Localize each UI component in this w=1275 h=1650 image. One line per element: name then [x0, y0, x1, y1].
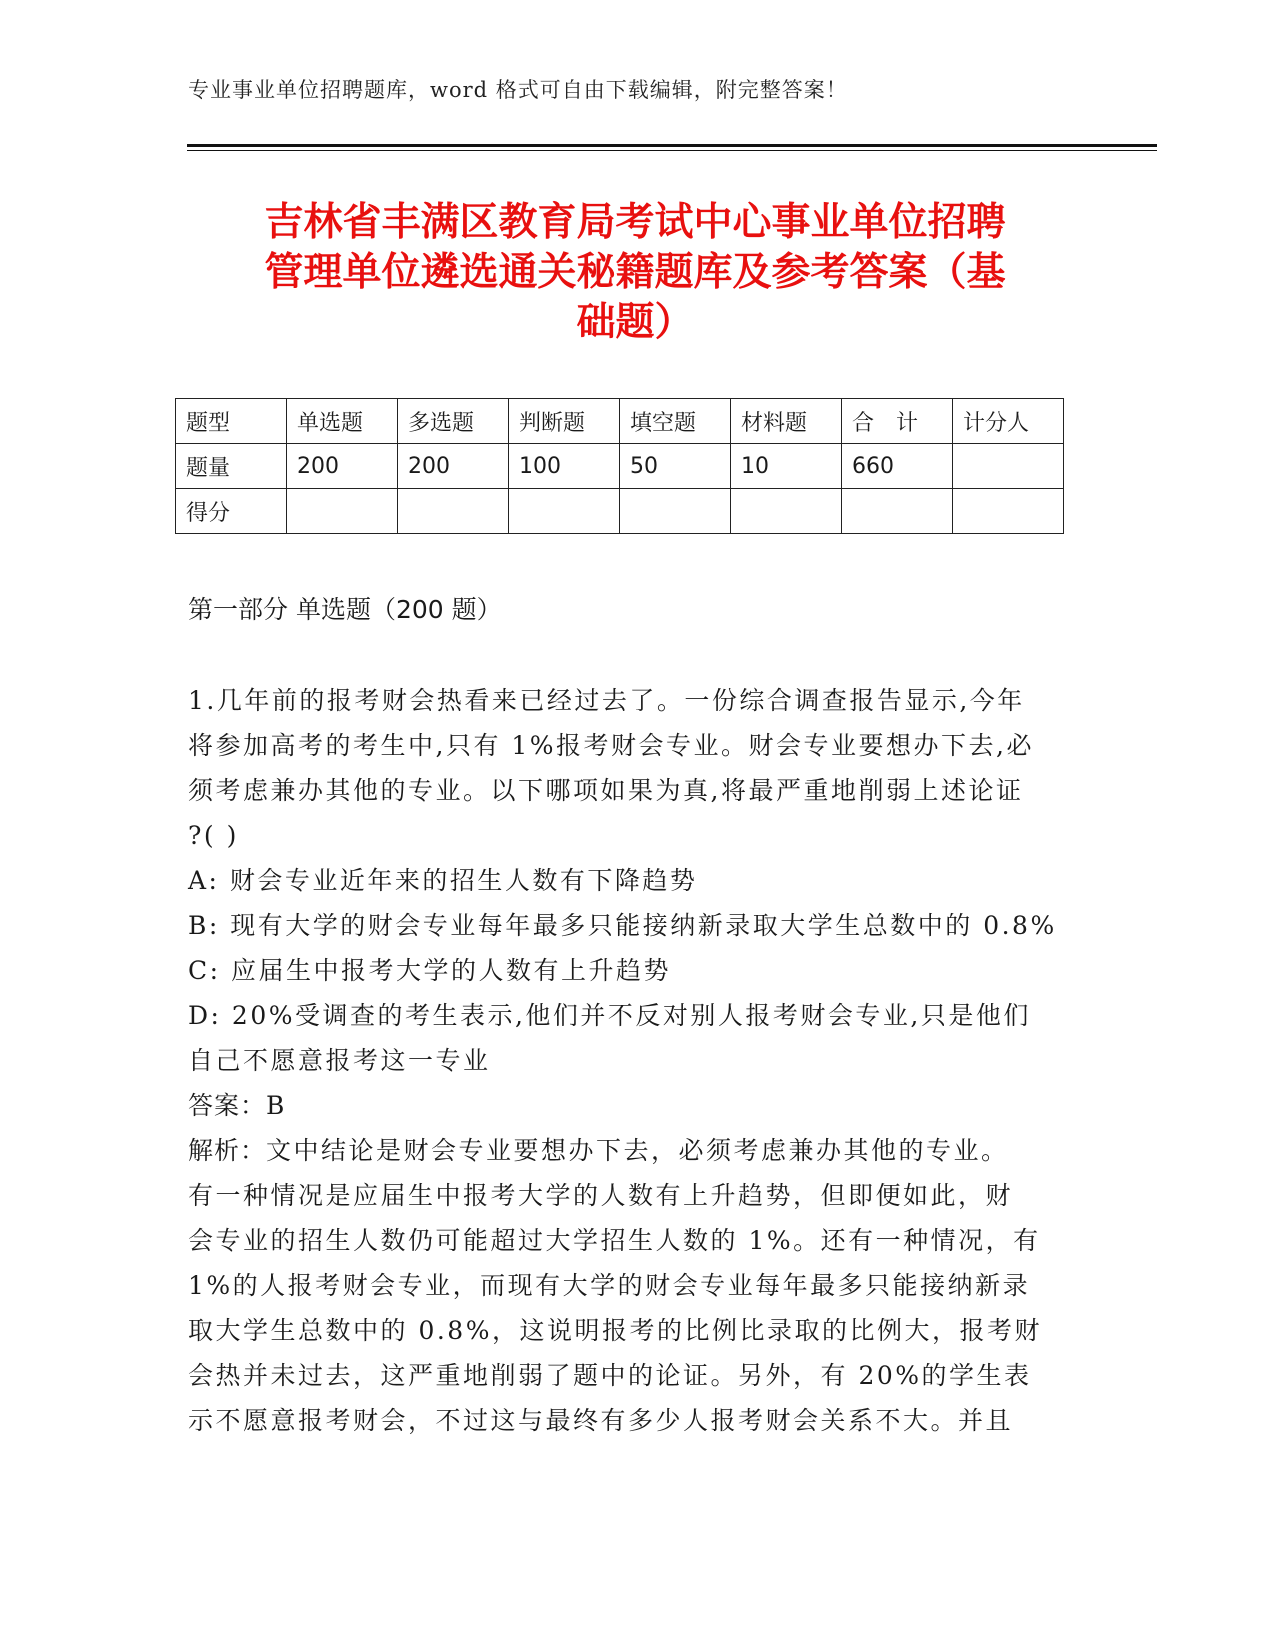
table-cell: 200 — [398, 444, 509, 489]
answer-label: 答案： — [188, 1091, 267, 1120]
table-cell: 10 — [731, 444, 842, 489]
option-c: C: 应届生中报考大学的人数有上升趋势 — [188, 956, 671, 985]
option-a: A: 财会专业近年来的招生人数有下降趋势 — [188, 866, 698, 895]
table-cell: 200 — [287, 444, 398, 489]
analysis-line: 有一种情况是应届生中报考大学的人数有上升趋势，但即便如此，财 — [188, 1181, 1014, 1210]
analysis-label: 解析： — [188, 1136, 267, 1165]
table-cell: 660 — [842, 444, 953, 489]
analysis-line: 示不愿意报考财会，不过这与最终有多少人报考财会关系不大。并且 — [188, 1406, 1014, 1435]
table-cell — [953, 444, 1064, 489]
table-cell: 50 — [620, 444, 731, 489]
question-stem-line: 须考虑兼办其他的专业。以下哪项如果为真,将最严重地削弱上述论证 — [188, 776, 1024, 805]
answer-value: B — [266, 1091, 287, 1120]
table-cell — [398, 489, 509, 534]
table-cell — [953, 489, 1064, 534]
table-cell: 题量 — [176, 444, 287, 489]
table-cell: 单选题 — [287, 399, 398, 444]
header-rule-thick — [187, 144, 1157, 147]
score-table-row-count — [176, 444, 1064, 489]
section-title: 第一部分 单选题（200 题） — [188, 595, 502, 624]
question-stem-line: ?( ) — [188, 821, 239, 850]
table-cell — [287, 489, 398, 534]
analysis-line — [188, 1128, 1088, 1173]
option-b: B: 现有大学的财会专业每年最多只能接纳新录取大学生总数中的 0.8% — [188, 911, 1057, 940]
score-table-row-score — [176, 489, 1064, 534]
table-cell: 判断题 — [509, 399, 620, 444]
table-cell: 题型 — [176, 399, 287, 444]
page-header-note: 专业事业单位招聘题库，word 格式可自由下载编辑，附完整答案！ — [188, 78, 848, 102]
table-cell — [842, 489, 953, 534]
table-cell — [509, 489, 620, 534]
table-cell — [731, 489, 842, 534]
question-1 — [188, 678, 1088, 1443]
analysis-line: 1%的人报考财会专业，而现有大学的财会专业每年最多只能接纳新录 — [188, 1271, 1031, 1300]
question-stem-line: 1.几年前的报考财会热看来已经过去了。一份综合调查报告显示,今年 — [188, 686, 1025, 715]
score-table-row-type — [176, 399, 1064, 444]
table-cell: 填空题 — [620, 399, 731, 444]
table-cell — [620, 489, 731, 534]
table-cell: 材料题 — [731, 399, 842, 444]
table-cell: 100 — [509, 444, 620, 489]
title-line-3: 础题） — [576, 300, 694, 345]
table-cell: 得分 — [176, 489, 287, 534]
answer-line — [188, 1083, 1088, 1128]
title-line-2: 管理单位遴选通关秘籍题库及参考答案（基 — [264, 250, 1006, 295]
analysis-text: 文中结论是财会专业要想办下去，必须考虑兼办其他的专业。 — [266, 1136, 1009, 1165]
document-title — [190, 198, 1080, 348]
option-d-line: 自己不愿意报考这一专业 — [188, 1046, 491, 1075]
header-rule-thin — [187, 150, 1157, 151]
title-line-1: 吉林省丰满区教育局考试中心事业单位招聘 — [264, 200, 1006, 245]
analysis-line: 取大学生总数中的 0.8%，这说明报考的比例比录取的比例大，报考财 — [188, 1316, 1042, 1345]
table-cell: 多选题 — [398, 399, 509, 444]
analysis-line: 会专业的招生人数仍可能超过大学招生人数的 1%。还有一种情况，有 — [188, 1226, 1041, 1255]
table-cell: 计分人 — [953, 399, 1064, 444]
table-cell: 合 计 — [842, 399, 953, 444]
score-table — [175, 398, 1064, 534]
analysis-line: 会热并未过去，这严重地削弱了题中的论证。另外，有 20%的学生表 — [188, 1361, 1032, 1390]
option-d-line: D: 20%受调查的考生表示,他们并不反对别人报考财会专业,只是他们 — [188, 1001, 1031, 1030]
question-stem-line: 将参加高考的考生中,只有 1%报考财会专业。财会专业要想办下去,必 — [188, 731, 1035, 760]
